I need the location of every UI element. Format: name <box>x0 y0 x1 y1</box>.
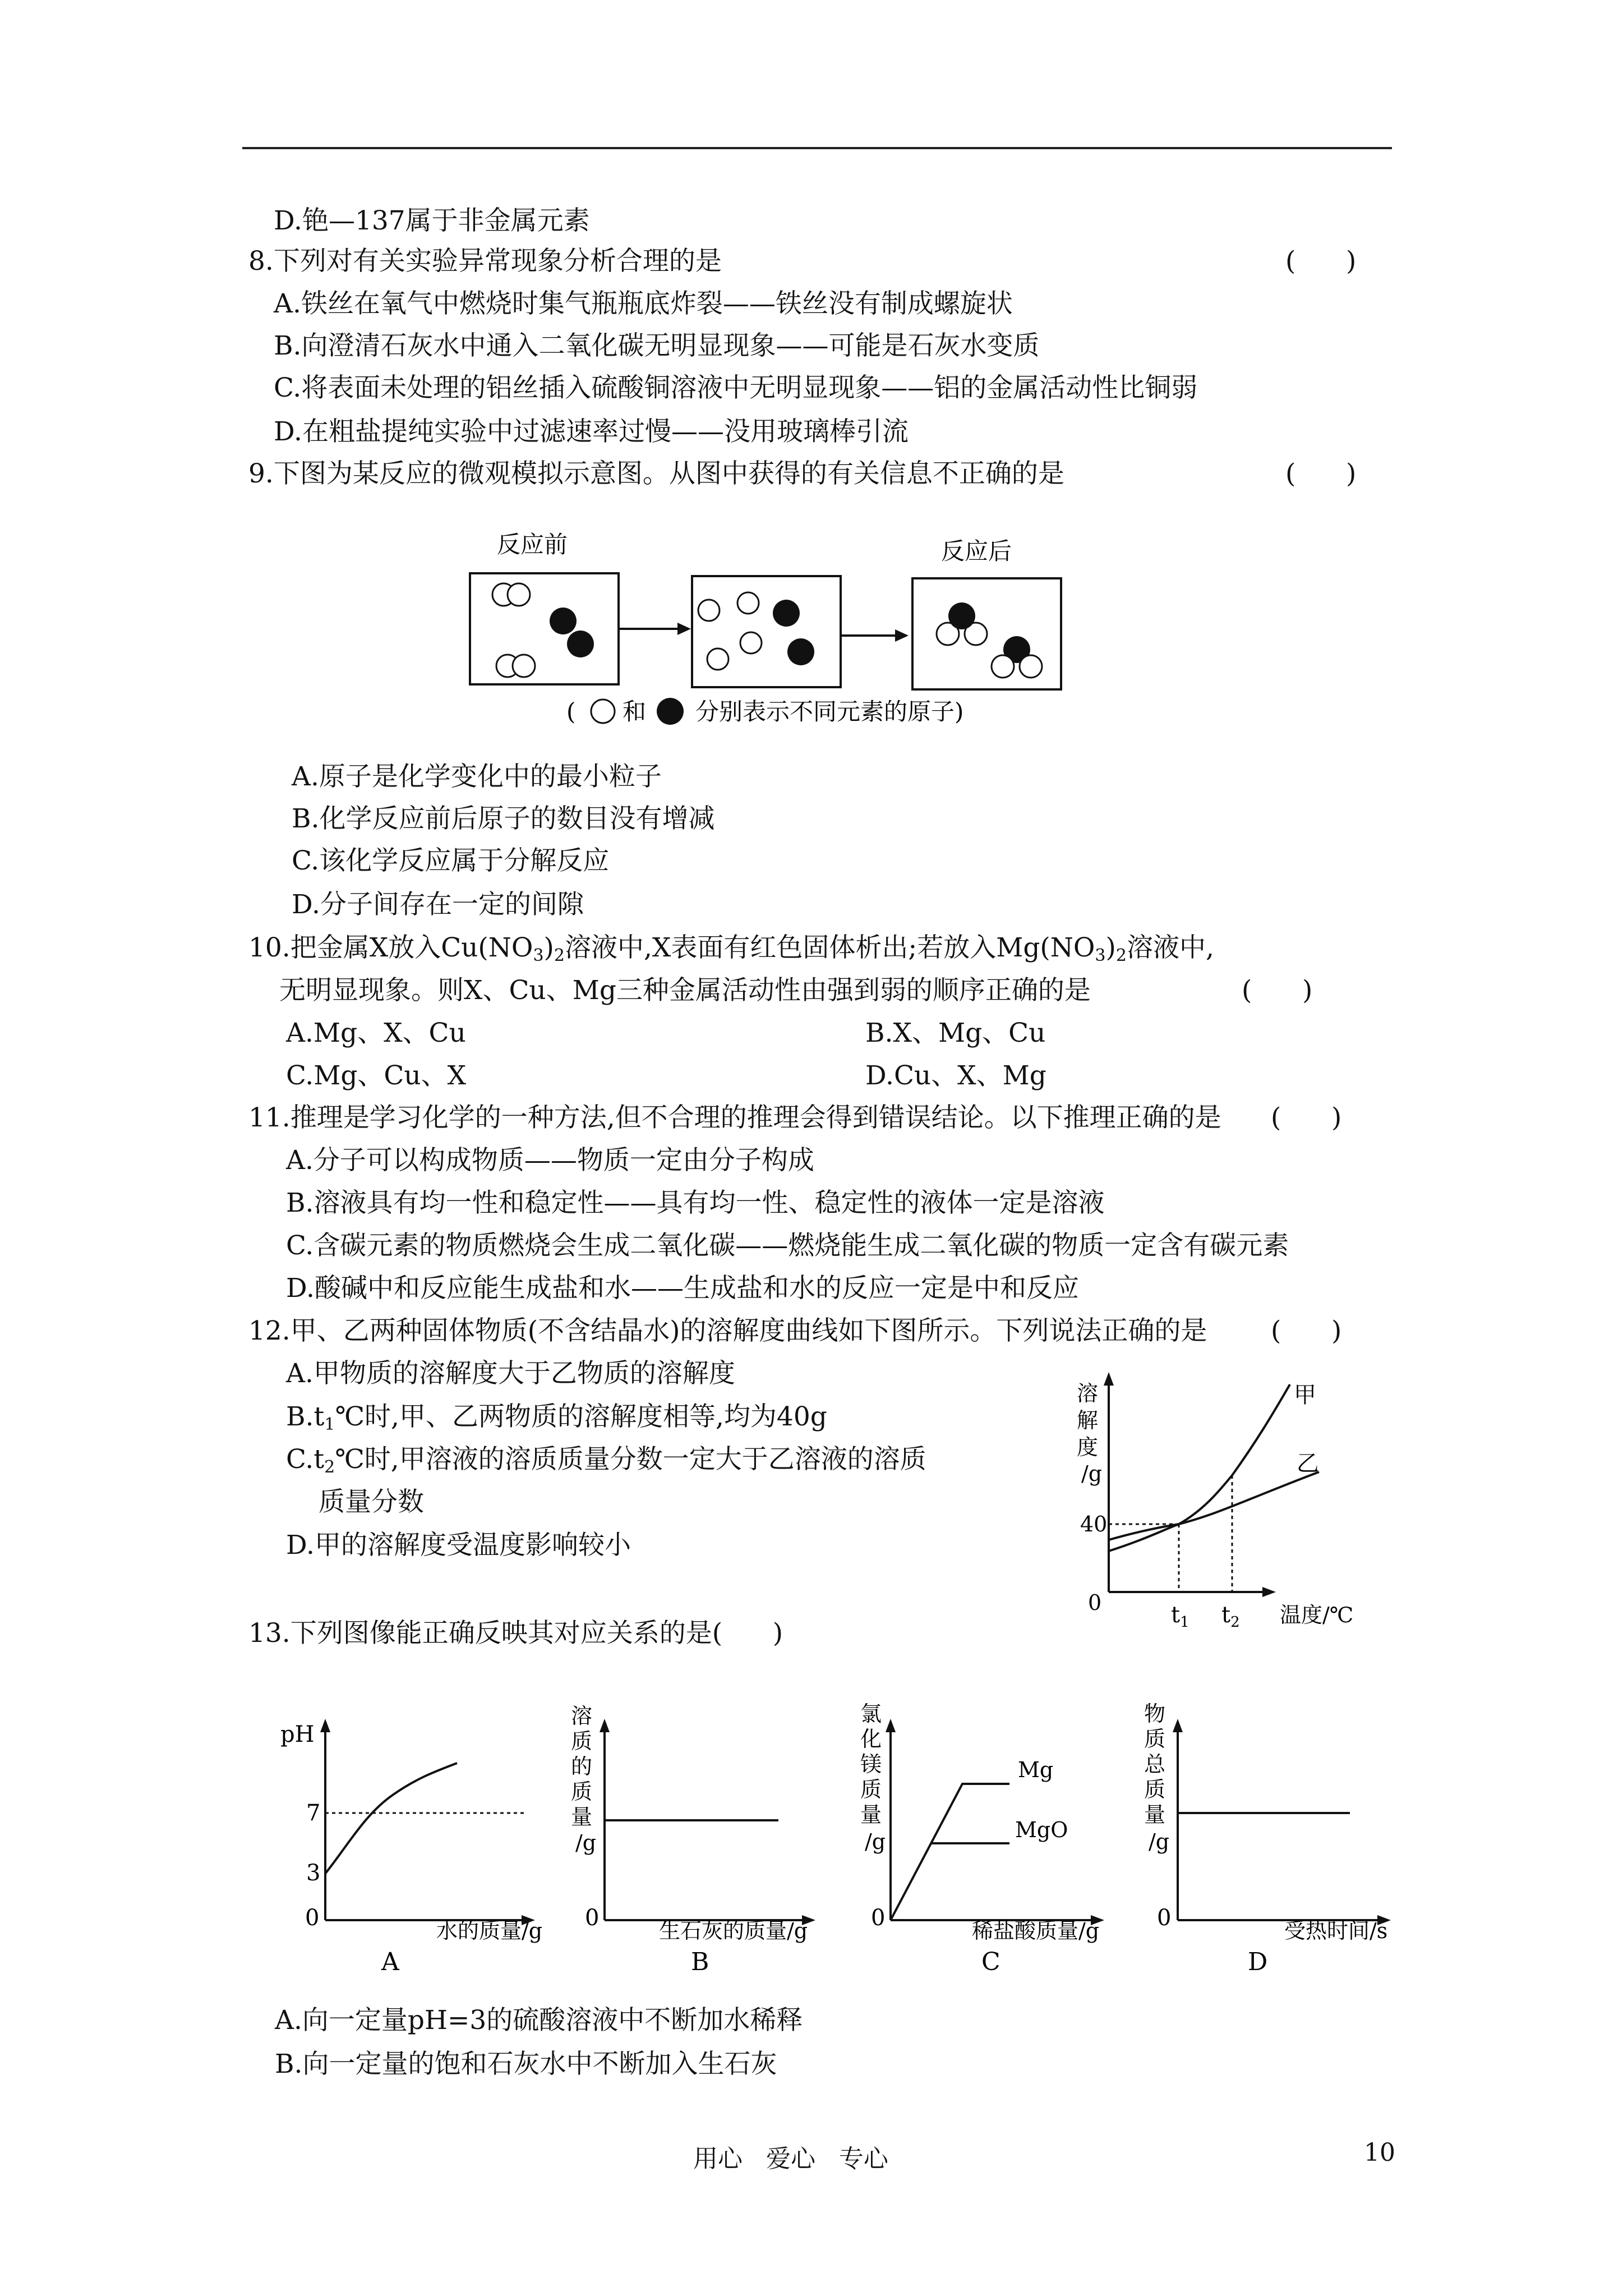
graph-b-letter: B <box>691 1948 709 1976</box>
q9-option-c: C.该化学反应属于分解反应 <box>292 845 610 876</box>
graph-d-y-label <box>1144 1701 1169 1854</box>
label-t1: $t_1$ <box>1171 1602 1189 1631</box>
graph-c-mgo-label: MgO <box>1015 1818 1068 1842</box>
q10-option-c: C.Mg、Cu、X <box>286 1060 467 1091</box>
svg-text:化: 化 <box>860 1727 882 1751</box>
svg-text:解: 解 <box>1077 1408 1099 1433</box>
graph-origin: 0 <box>1088 1590 1102 1615</box>
svg-text:/g: /g <box>865 1829 886 1854</box>
legend-open: ( <box>566 698 576 725</box>
q11-option-b: B.溶液具有均一性和稳定性——具有均一性、稳定性的液体一定是溶液 <box>286 1188 1105 1218</box>
graph-d <box>1144 1701 1391 1976</box>
svg-text:溶: 溶 <box>1077 1381 1099 1406</box>
q9-answer-paren: ( ) <box>1285 458 1357 489</box>
q12-option-d: D.甲的溶解度受温度影响较小 <box>286 1530 631 1561</box>
q8-option-d: D.在粗盐提纯实验中过滤速率过慢——没用玻璃棒引流 <box>274 416 909 447</box>
graph-b-y-label <box>571 1704 596 1855</box>
graph-d-x-label: 受热时间/s <box>1284 1918 1388 1943</box>
svg-text:质: 质 <box>571 1729 593 1754</box>
svg-text:量: 量 <box>860 1802 882 1827</box>
q8-option-a: A.铁丝在氧气中燃烧时集气瓶瓶底炸裂——铁丝没有制成螺旋状 <box>274 288 1013 319</box>
graph-c-mg-label: Mg <box>1018 1757 1054 1782</box>
graph-a-origin: 0 <box>305 1905 320 1931</box>
page-number: 10 <box>1364 2138 1395 2167</box>
q11-stem: 11.推理是学习化学的一种方法,但不合理的推理会得到错误结论。以下推理正确的是 <box>248 1102 1221 1133</box>
svg-text:度: 度 <box>1077 1435 1099 1460</box>
graph-a <box>280 1719 542 1976</box>
graph-b-x-label: 生石灰的质量/g <box>659 1918 808 1943</box>
graph-a-y-arrow <box>320 1719 330 1732</box>
x-label-temperature: 温度/℃ <box>1280 1603 1354 1627</box>
after-label: 反应后 <box>941 537 1012 565</box>
before-label: 反应前 <box>497 531 568 558</box>
graph-a-tick-7: 7 <box>306 1800 321 1826</box>
label-jia: 甲 <box>1294 1382 1316 1408</box>
graph-a-tick-3: 3 <box>306 1860 321 1886</box>
svg-text:/g: /g <box>575 1830 597 1855</box>
tick-40: 40 <box>1080 1512 1108 1536</box>
graph-c-y-arrow <box>886 1719 896 1732</box>
q12-option-b: $B.t_1℃$时,甲、乙两物质的溶解度相等,均为40g <box>286 1401 827 1434</box>
q8-option-c: C.将表面未处理的铝丝插入硫酸铜溶液中无明显现象——铝的金属活动性比铜弱 <box>274 372 1198 403</box>
q12-answer-paren: ( ) <box>1271 1315 1342 1346</box>
svg-text:镁: 镁 <box>860 1752 882 1777</box>
graph-c-mg-line <box>891 1784 1009 1920</box>
svg-text:氯: 氯 <box>860 1701 882 1726</box>
graph-c-origin: 0 <box>871 1905 886 1931</box>
graph-b-origin: 0 <box>585 1905 600 1931</box>
q12-stem: 12.甲、乙两种固体物质(不含结晶水)的溶解度曲线如下图所示。下列说法正确的是 <box>248 1315 1207 1346</box>
q9-option-d: D.分子间存在一定的间隙 <box>292 889 584 920</box>
graph-d-letter: D <box>1248 1948 1268 1976</box>
q13-option-a: A.向一定量pH=3的硫酸溶液中不断加水稀释 <box>275 2005 803 2036</box>
svg-text:质: 质 <box>1144 1727 1166 1751</box>
q8-answer-paren: ( ) <box>1285 246 1357 277</box>
q9-option-b: B.化学反应前后原子的数目没有增减 <box>292 803 715 834</box>
svg-text:/g: /g <box>1149 1829 1170 1854</box>
q11-option-d: D.酸碱中和反应能生成盐和水——生成盐和水的反应一定是中和反应 <box>286 1273 1079 1304</box>
label-t2: $t_2$ <box>1221 1602 1240 1631</box>
q12-option-a: A.甲物质的溶解度大于乙物质的溶解度 <box>286 1358 735 1389</box>
q10-option-b: B.X、Mg、Cu <box>865 1018 1046 1048</box>
footer-motto: 用心 爱心 专心 <box>693 2145 888 2173</box>
svg-text:/g: /g <box>1081 1461 1103 1486</box>
q10-option-d: D.Cu、X、Mg <box>865 1060 1046 1091</box>
q10-answer-paren: ( ) <box>1242 975 1313 1006</box>
graph-a-x-label: 水的质量/g <box>436 1918 543 1943</box>
graph-c <box>860 1701 1104 1976</box>
legend-and: 和 <box>623 698 647 725</box>
q10-stem-line2: 无明显现象。则X、Cu、Mg三种金属活动性由强到弱的顺序正确的是 <box>279 975 1091 1006</box>
svg-text:质: 质 <box>1144 1777 1166 1802</box>
q11-option-c: C.含碳元素的物质燃烧会生成二氧化碳——燃烧能生成二氧化碳的物质一定含有碳元素 <box>286 1230 1289 1261</box>
q8-stem: 8.下列对有关实验异常现象分析合理的是 <box>248 246 722 277</box>
svg-text:物: 物 <box>1144 1701 1166 1726</box>
graph-b-y-arrow <box>600 1719 610 1732</box>
svg-text:总: 总 <box>1144 1752 1166 1777</box>
q7-option-d: D.铯—137属于非金属元素 <box>274 205 590 236</box>
q11-answer-paren: ( ) <box>1271 1102 1342 1133</box>
graph-d-origin: 0 <box>1157 1905 1172 1931</box>
q8-option-b: B.向澄清石灰水中通入二氧化碳无明显现象——可能是石灰水变质 <box>274 330 1040 361</box>
q9-stem: 9.下图为某反应的微观模拟示意图。从图中获得的有关信息不正确的是 <box>248 458 1064 489</box>
q12-option-c: $C.t_2℃$时,甲溶液的溶质质量分数一定大于乙溶液的溶质 <box>286 1444 926 1477</box>
svg-text:的: 的 <box>571 1754 593 1779</box>
graph-a-curve <box>325 1763 457 1874</box>
graph-d-y-arrow <box>1173 1719 1183 1732</box>
graph-b <box>571 1704 815 1976</box>
graph-c-letter: C <box>981 1948 1000 1976</box>
graph-c-y-label <box>860 1701 886 1854</box>
graph-c-x-label: 稀盐酸质量/g <box>972 1918 1100 1943</box>
svg-text:量: 量 <box>571 1805 593 1829</box>
legend-text: 分别表示不同元素的原子) <box>695 698 964 725</box>
svg-text:溶: 溶 <box>571 1704 593 1728</box>
q13-stem: 13.下列图像能正确反映其对应关系的是( ) <box>248 1618 783 1649</box>
q11-option-a: A.分子可以构成物质——物质一定由分子构成 <box>286 1145 814 1176</box>
q13-option-b: B.向一定量的饱和石灰水中不断加入生石灰 <box>275 2049 777 2079</box>
svg-text:质: 质 <box>860 1777 882 1802</box>
q10-stem-line1: 10.把金属X放入$Cu(NO_3)_2$溶液中,X表面有红色固体析出;若放入$Mg(NO_3)_2$溶液中, <box>248 932 1214 965</box>
q10-option-a: A.Mg、X、Cu <box>286 1018 466 1048</box>
graph-a-letter: A <box>381 1948 399 1976</box>
svg-text:质: 质 <box>571 1779 593 1804</box>
graph-a-y-label: pH <box>280 1722 315 1747</box>
label-yi: 乙 <box>1297 1451 1319 1476</box>
svg-text:量: 量 <box>1144 1802 1166 1827</box>
q12-option-c-cont: 质量分数 <box>319 1487 424 1517</box>
q9-option-a: A.原子是化学变化中的最小粒子 <box>292 761 662 792</box>
